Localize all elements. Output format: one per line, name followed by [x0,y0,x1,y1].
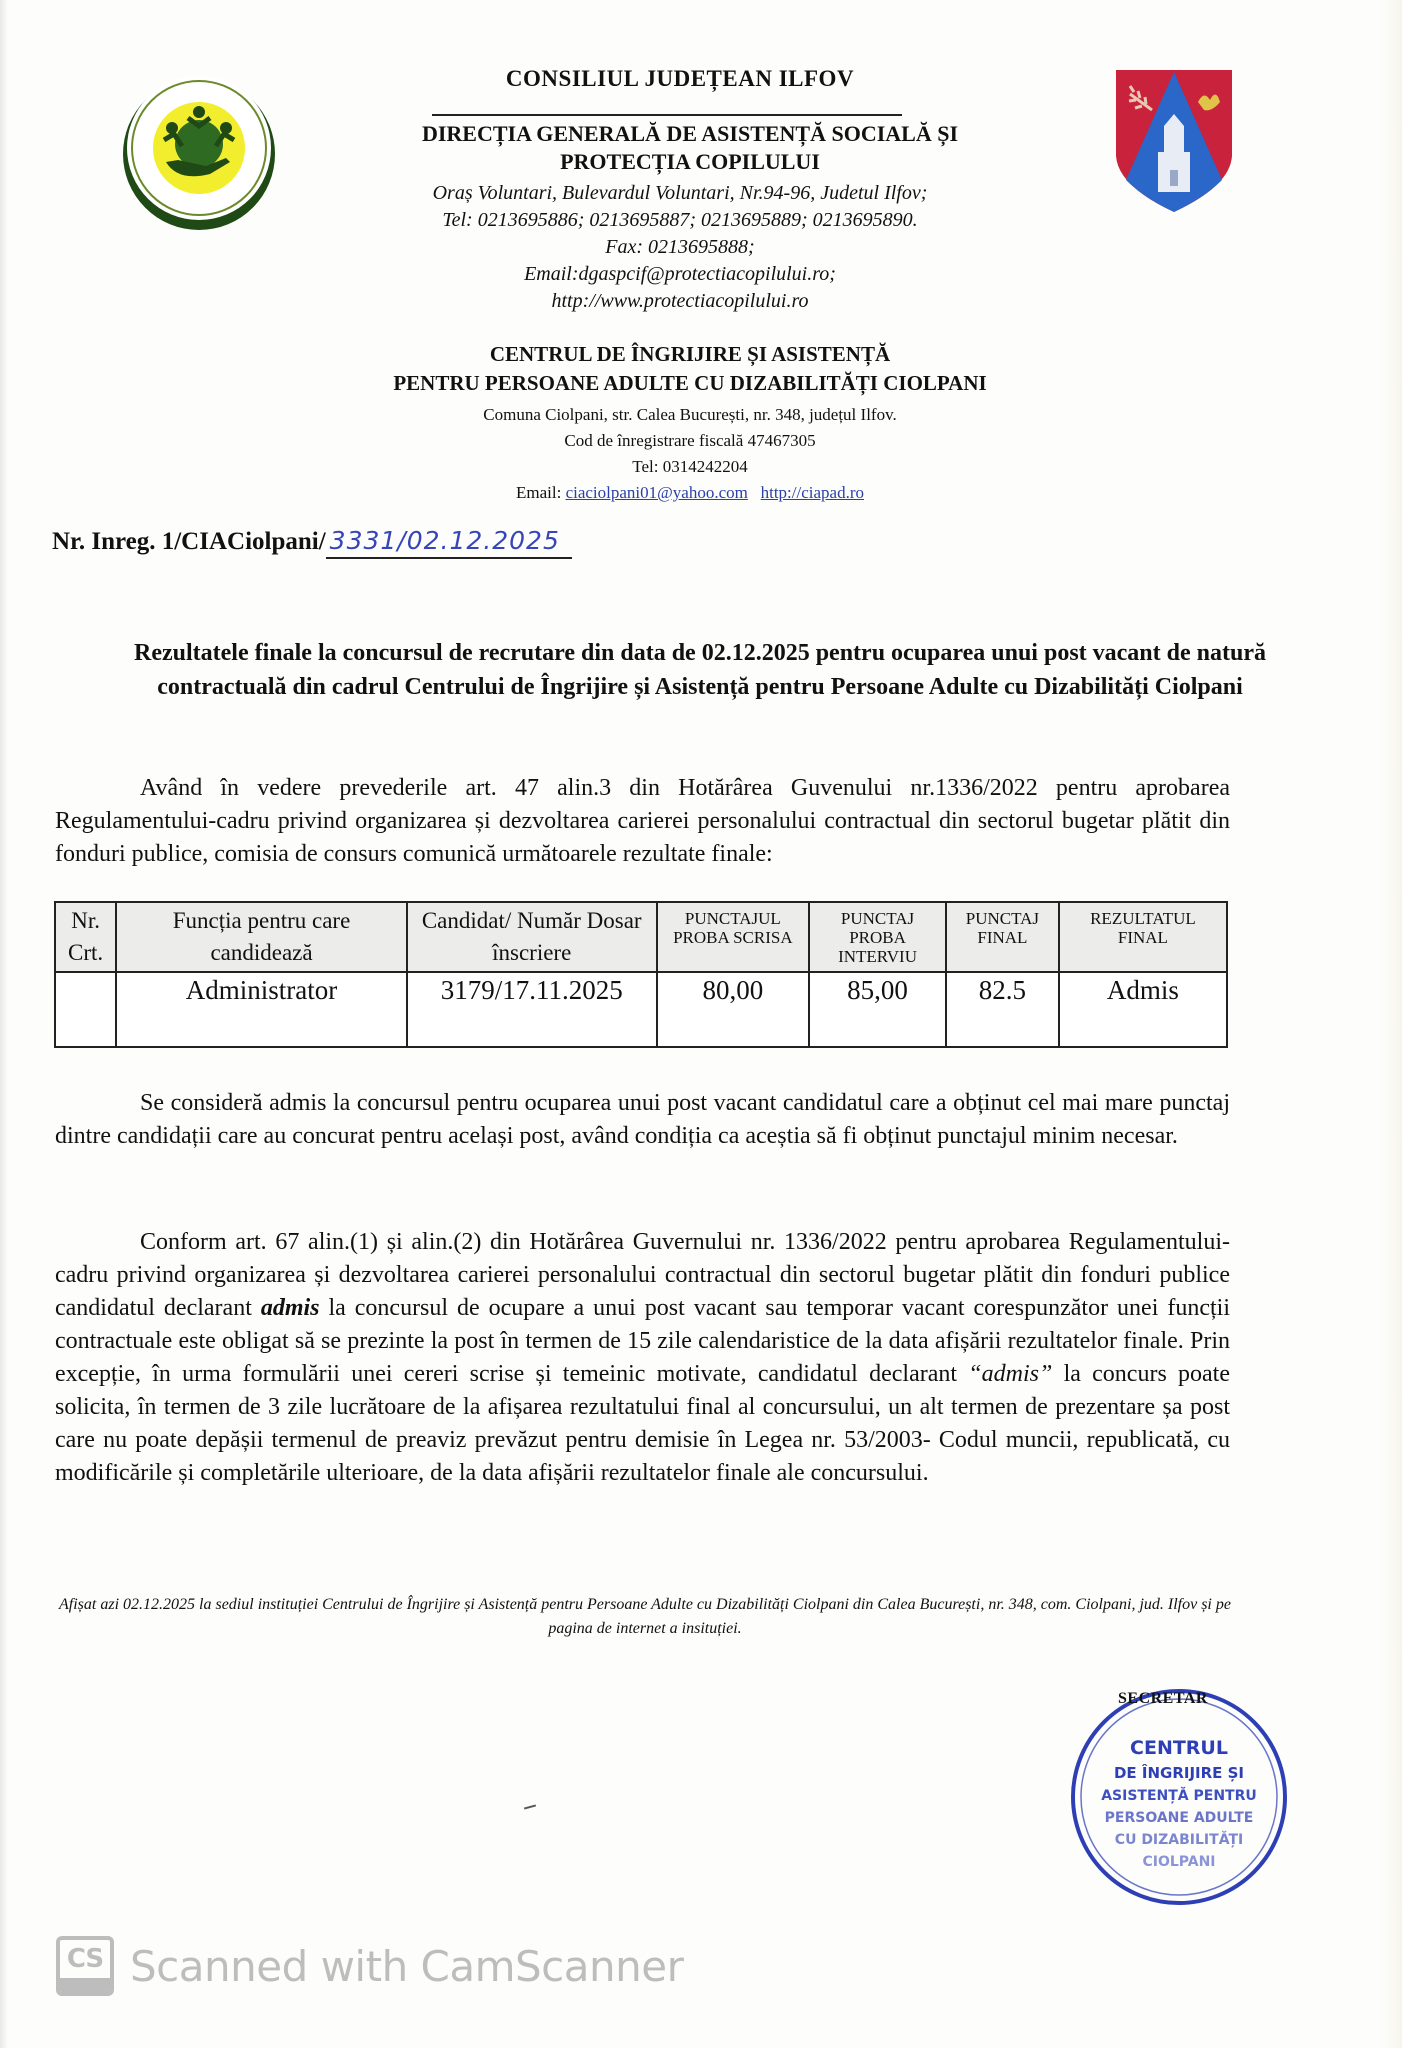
centre-name [300,340,1080,398]
ilfov-coat-of-arms-icon [1112,66,1236,216]
cell-interview-score: 85,00 [809,972,946,1047]
pen-mark [524,1804,536,1809]
document-title: Rezultatele finale la concursul de recrutare din data de 02.12.2025 pentru ocuparea unui post vacant de natură contractuală din cadrul Centrului de Îngrijire și Asistență pentru Persoane Adulte cu Dizabilități Ciolpani [134,640,1266,700]
cell-written-score: 80,00 [657,972,810,1047]
registration-label: Nr. Inreg. 1/CIACiolpani/ [52,528,326,555]
cell-final-result: Admis [1059,972,1227,1047]
svg-text:DE ÎNGRIJIRE ȘI: DE ÎNGRIJIRE ȘI [1113,1764,1245,1782]
header-function: Funcția pentru care candidează [116,902,407,972]
directorate-address: Oraș Voluntari, Bulevardul Voluntari, Nr.94-96, Judetul Ilfov; [432,182,928,204]
directorate-line-1: DIRECȚIA GENERALĂ DE ASISTENȚĂ SOCIALĂ ȘI [421,121,959,146]
directorate-fax: Fax: 0213695888; [605,236,755,258]
header-interview-score: PUNCTAJ PROBA INTERVIU [809,902,946,972]
svg-text:PERSOANE ADULTE: PERSOANE ADULTE [1104,1810,1254,1826]
directorate-email: Email:dgaspcif@protectiacopilului.ro; [524,263,836,285]
cell-function: Administrator [116,972,407,1047]
centre-address: Comuna Ciolpani, str. Calea București, nr. 348, județul Ilfov. [483,405,897,424]
centre-line-2: PENTRU PERSOANE ADULTE CU DIZABILITĂȚI CIOLPANI [393,371,987,395]
intro-paragraph: Având în vedere prevederile art. 47 alin.3 din Hotărârea Guvenului nr.1336/2022 pentru aprobarea Regulamentului-cadru privind organizarea și dezvoltarea carierei personalului contractual din sectorul bugetar plătit din fonduri publice, comisia de consurs comunică următoarele rezultate finale: [55,775,1230,867]
header-candidate: Candidat/ Număr Dosar înscriere [407,902,657,972]
camscanner-icon-label: CS [66,1944,104,1974]
directorate-contact [330,180,1030,315]
centre-website-link[interactable]: http://ciapad.ro [760,483,864,502]
registration-number [52,526,572,556]
header-nr: Nr. Crt. [55,902,116,972]
scan-edge-shade [1380,0,1402,2048]
svg-text:CENTRUL: CENTRUL [1130,1737,1228,1759]
camscanner-watermark [56,1936,683,1996]
header-final-result: REZULTATUL FINAL [1059,902,1227,972]
camscanner-text: Scanned with CamScanner [130,1941,684,1991]
table-header-row [55,902,1227,972]
scan-left-shade [0,0,8,2048]
legal-text-3: la concurs poate solicita, în termen de 3 zile lucrătoare de la afișarea rezultatului final al concursului, un alt termen de prezentare șa post care nu poate depășii termenul de preaviz prevăzut pentru demisie în Legea nr. 53/2003- Codul muncii, republicată, cu modificările și completările ulterioare, de la data afișării rezultatelor finale ale concursului. [55,1361,1230,1486]
dgaspc-logo-icon [118,70,280,232]
centre-contact [300,402,1080,506]
admission-rule-paragraph: Se consideră admis la concursul pentru ocuparea unui post vacant candidatul care a obținut cel mai mare punctaj dintre candidații care au concurat pentru același post, având condiția ca aceștia să fi obținut punctajul minim necesar. [55,1090,1230,1149]
svg-text:CU DIZABILITĂȚI: CU DIZABILITĂȚI [1114,1832,1244,1848]
legal-text-1: Conform art. 67 alin.(1) și alin.(2) din Hotărârea Guvernului nr. 1336/2022 pentru aprobarea Regulamentului-cadru privind organizarea și dezvoltarea carierei personalului contractual din sectorul bugetar plătit din fonduri publice candidatul declarant [55,1229,1230,1321]
directorate-line-2: PROTECȚIA COPILULUI [560,149,820,174]
header-final-score: PUNCTAJ FINAL [946,902,1059,972]
registration-handwritten-number: 3331/02.12.2025 [326,526,572,559]
legal-text-2: la concursul de ocupare a unui post vacant sau temporar vacant corespunzător unei funcții contractuale este obligat să se prezinte la post în termen de 15 zile calendaristice de la data afișării rezultatelor finale. Prin excepție, în urma formulării unei cereri scrise și temeinic motivate, candidatul declarant [55,1295,1230,1387]
directorate-website: http://www.protectiacopilului.ro [551,290,809,312]
centre-fiscal-code: Cod de înregistrare fiscală 47467305 [564,431,816,450]
cell-dossier: 3179/17.11.2025 [407,972,657,1047]
legal-emphasis-admis: admis [260,1295,320,1321]
header-rule [432,114,902,116]
header-written-score: PUNCTAJUL PROBA SCRISA [657,902,810,972]
legal-paragraph [55,1226,1230,1490]
legal-emphasis-admis-quoted: “admis” [968,1361,1053,1387]
centre-email-line [300,480,1080,506]
council-name: CONSILIUL JUDEȚEAN ILFOV [505,66,855,91]
cell-final-score: 82.5 [946,972,1059,1047]
camscanner-icon [56,1936,114,1996]
table-row [55,972,1227,1047]
svg-text:ASISTENȚĂ PENTRU: ASISTENȚĂ PENTRU [1101,1788,1257,1804]
stamp-secretary-label: SECRETAR [1118,1690,1208,1707]
centre-email-label: Email: [515,483,562,502]
centre-line-1: CENTRUL DE ÎNGRIJIRE ȘI ASISTENȚĂ [489,342,891,366]
centre-tel: Tel: 0314242204 [632,457,748,476]
centre-email-link[interactable]: ciaciolpani01@yahoo.com [565,483,748,502]
official-stamp-icon [1066,1684,1292,1910]
directorate-tel: Tel: 0213695886; 0213695887; 0213695889; 0213695890. [442,209,918,231]
cell-nr [55,972,116,1047]
svg-text:CIOLPANI: CIOLPANI [1142,1854,1216,1870]
directorate-name [340,120,1040,176]
posted-note: Afișat azi 02.12.2025 la sediul instituției Centrului de Îngrijire și Asistență pentru Persoane Adulte cu Dizabilități Ciolpani din Calea București, nr. 348, com. Ciolpani, jud. Ilfov și pe pagina de internet a insituției. [59,1596,1231,1637]
results-table [54,901,1228,1048]
